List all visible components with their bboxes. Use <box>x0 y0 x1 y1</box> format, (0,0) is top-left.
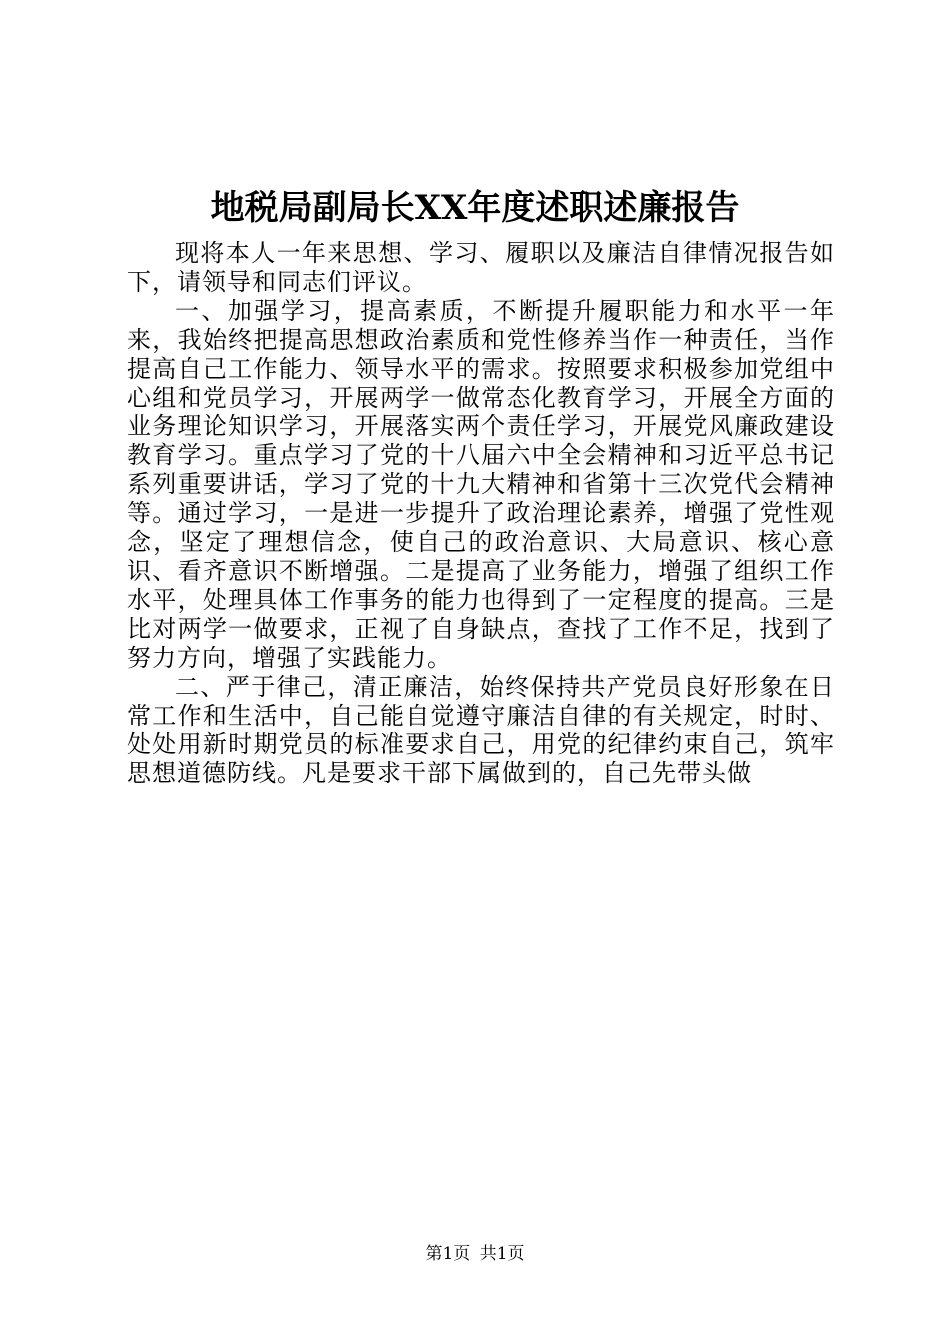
paragraph-integrity: 二、严于律己，清正廉洁，始终保持共产党员良好形象在日常工作和生活中，自己能自觉遵守廉洁自律的有关规定，时时、处处用新时期党员的标准要求自己，用党的纪律约束自己，筑牢思想道德防线。凡是要求干部下属做到的，自己先带头做 <box>127 672 835 788</box>
paragraph-intro: 现将本人一年来思想、学习、履职以及廉洁自律情况报告如下，请领导和同志们评议。 <box>127 239 835 296</box>
page-number: 第1页 <box>425 1244 471 1264</box>
page-footer <box>0 1242 950 1266</box>
document-title: 地税局副局长XX年度述职述廉报告 <box>210 188 740 228</box>
page-total: 共1页 <box>479 1244 525 1264</box>
paragraph-study: 一、加强学习，提高素质，不断提升履职能力和水平一年来，我始终把提高思想政治素质和党性修养当作一种责任，当作提高自己工作能力、领导水平的需求。按照要求积极参加党组中心组和党员学习，开展两学一做常态化教育学习，开展全方面的业务理论知识学习，开展落实两个责任学习，开展党风廉政建设教育学习。重点学习了党的十八届六中全会精神和习近平总书记系列重要讲话，学习了党的十九大精神和省第十三次党代会精神等。通过学习，一是进一步提升了政治理论素养，增强了党性观念，坚定了理想信念，使自己的政治意识、大局意识、核心意识、看齐意识不断增强。二是提高了业务能力，增强了组织工作水平，处理具体工作事务的能力也得到了一定程度的提高。三是比对两学一做要求，正视了自身缺点，查找了工作不足，找到了努力方向，增强了实践能力。 <box>127 296 835 672</box>
document-body <box>127 239 835 788</box>
